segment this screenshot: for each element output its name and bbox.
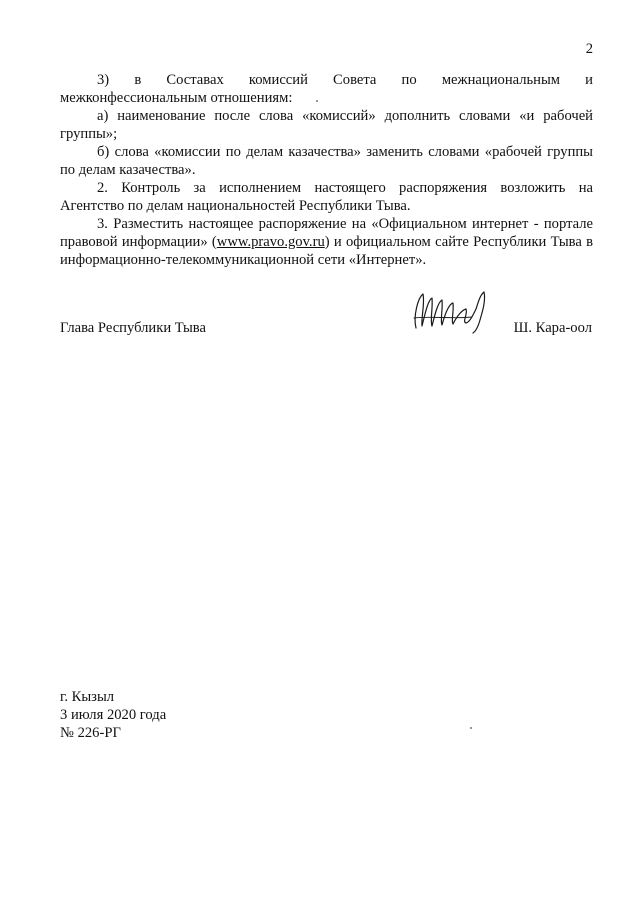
pravo-link[interactable]: www.pravo.gov.ru xyxy=(216,234,325,250)
document-body xyxy=(60,71,593,269)
paragraph-3 xyxy=(60,215,593,269)
paragraph-b: б) слова «комиссии по делам казачества» заменить словами «рабочей группы по делам казачества». xyxy=(60,144,593,178)
footer-date: 3 июля 2020 года xyxy=(60,707,167,723)
scan-speck xyxy=(470,727,472,729)
handwritten-signature xyxy=(410,288,492,334)
paragraph-3-text-end: ) и официальном сайте Республики Тыва в информационно-телекоммуникационной сети «Интернет». xyxy=(60,234,594,268)
document-footer xyxy=(60,688,166,742)
footer-number: № 226-РГ xyxy=(60,725,121,741)
scan-speck xyxy=(316,100,318,102)
signatory-name: Ш. Кара-оол xyxy=(513,320,592,336)
paragraph-3-text-start: 3. Разместить настоящее распоряжение на «Официальном интернет - портале правовой информации» ( xyxy=(60,216,593,250)
page-number: 2 xyxy=(585,41,593,57)
paragraph-3-intro: 3) в Составах комиссий Совета по межнациональным и xyxy=(97,72,593,88)
signatory-title: Глава Республики Тыва xyxy=(60,320,206,336)
paragraph-2: 2. Контроль за исполнением настоящего распоряжения возложить на Агентство по делам национальностей Республики Тыва. xyxy=(60,180,593,214)
paragraph-3-intro-cont: межконфессиональным отношениям: xyxy=(60,90,293,106)
footer-city: г. Кызыл xyxy=(60,689,115,705)
paragraph-a: а) наименование после слова «комиссий» дополнить словами «и рабочей группы»; xyxy=(60,108,593,142)
